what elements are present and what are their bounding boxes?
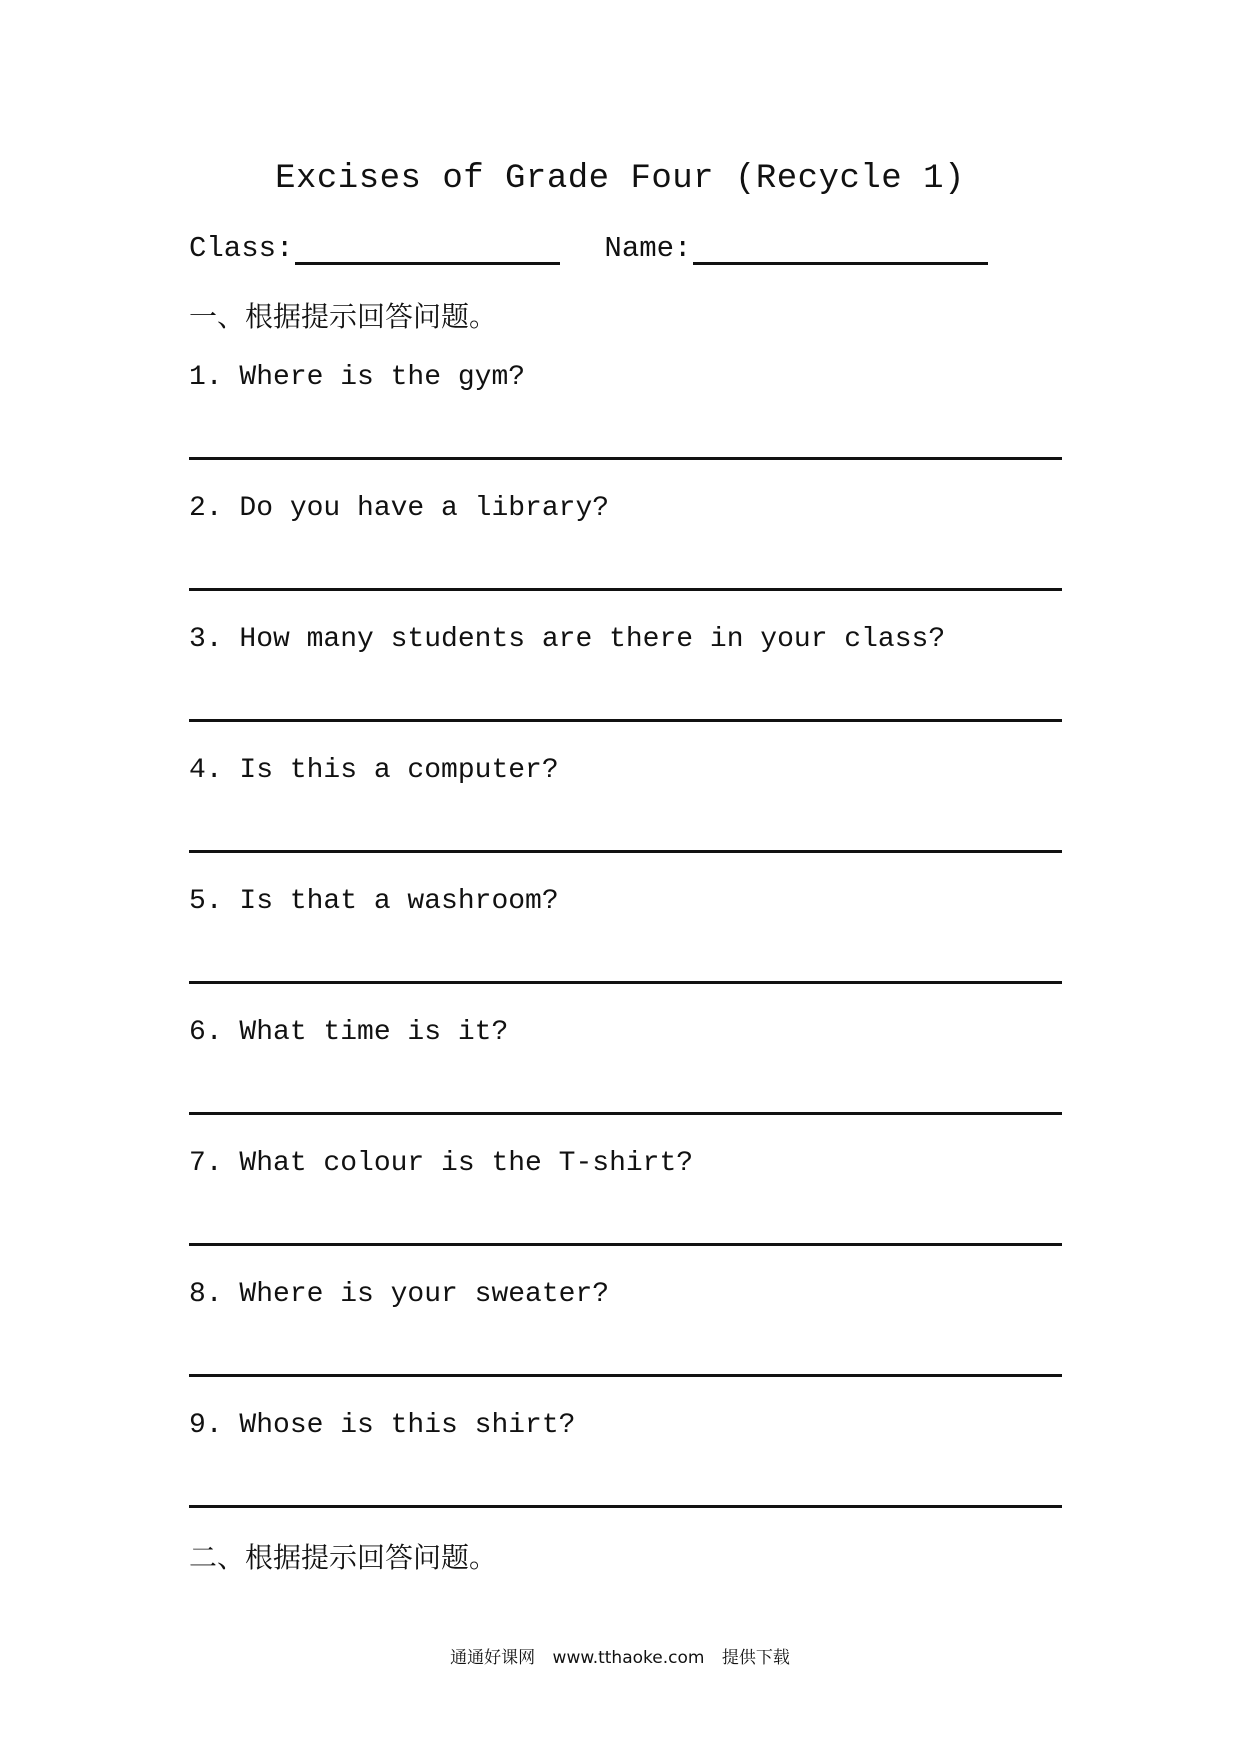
question-text: 3. How many students are there in your class? <box>189 624 946 655</box>
question-text: 7. What colour is the T-shirt? <box>189 1148 694 1179</box>
question-text: 4. Is this a computer? <box>189 755 559 786</box>
question-text: 5. Is that a washroom? <box>189 886 559 917</box>
answer-line <box>189 1374 1062 1377</box>
name-blank-line <box>693 234 988 265</box>
question-list <box>189 362 1062 1541</box>
question-text: 8. Where is your sweater? <box>189 1279 610 1310</box>
answer-line <box>189 588 1062 591</box>
question-item <box>189 1017 1062 1148</box>
question-text: 1. Where is the gym? <box>189 362 526 393</box>
section-2-title: 二、根据提示回答问题。 <box>189 1541 498 1574</box>
name-label: Name: <box>604 232 692 265</box>
answer-line <box>189 1505 1062 1508</box>
answer-line <box>189 850 1062 853</box>
question-item <box>189 493 1062 624</box>
class-label: Class: <box>189 232 294 265</box>
answer-line <box>189 981 1062 984</box>
question-item <box>189 1148 1062 1279</box>
question-item <box>189 1279 1062 1410</box>
question-text: 9. Whose is this shirt? <box>189 1410 576 1441</box>
question-item <box>189 624 1062 755</box>
question-item <box>189 362 1062 493</box>
answer-line <box>189 1243 1062 1246</box>
footer-url: www.tthaoke.com <box>552 1648 705 1668</box>
question-item <box>189 886 1062 1017</box>
page-footer <box>0 1643 1240 1668</box>
answer-line <box>189 719 1062 722</box>
page-title: Excises of Grade Four (Recycle 1) <box>275 160 965 198</box>
class-blank-line <box>295 234 560 265</box>
question-text: 6. What time is it? <box>189 1017 509 1048</box>
question-item <box>189 755 1062 886</box>
question-item <box>189 1410 1062 1541</box>
section-1-title: 一、根据提示回答问题。 <box>189 300 498 333</box>
answer-line <box>189 457 1062 460</box>
question-text: 2. Do you have a library? <box>189 493 610 524</box>
answer-line <box>189 1112 1062 1115</box>
student-info-row <box>189 232 988 265</box>
footer-note: 提供下载 <box>721 1648 790 1668</box>
footer-site-name: 通通好课网 <box>450 1648 536 1668</box>
